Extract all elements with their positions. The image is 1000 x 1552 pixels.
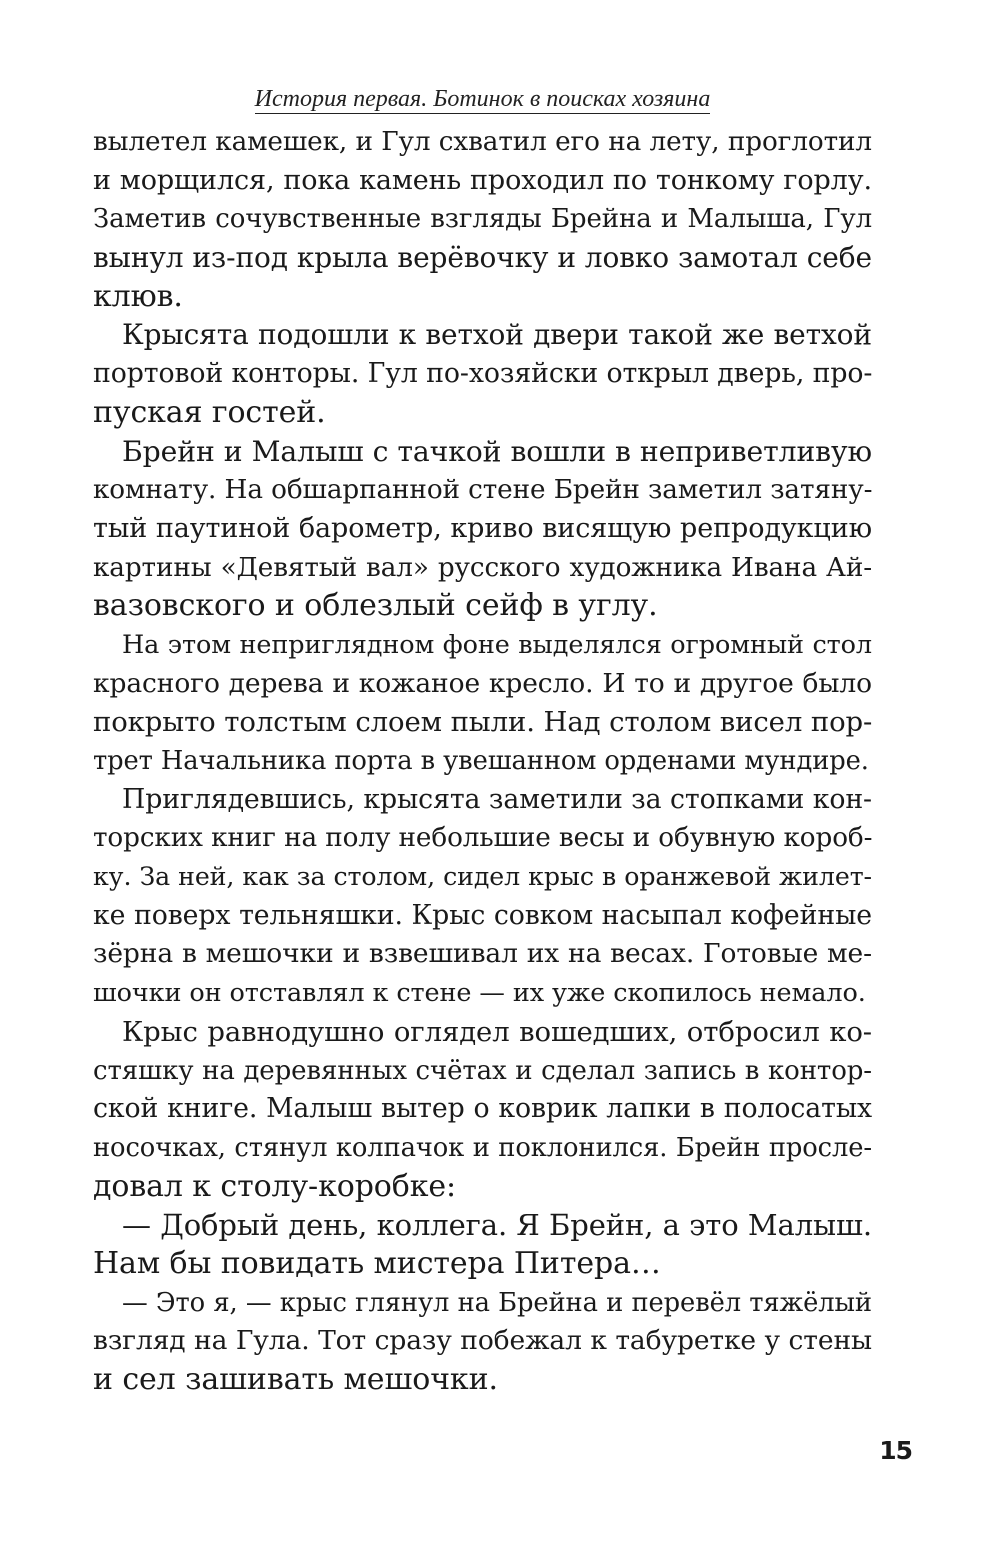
text-line: пуская гостей. xyxy=(93,394,326,430)
page-number: 15 xyxy=(879,1436,912,1465)
text-line: На этом неприглядном фоне выделялся огромный стол xyxy=(122,629,872,660)
running-head xyxy=(93,84,872,114)
text-line: шочки он отставлял к стене — их уже скопилось немало. xyxy=(93,978,866,1009)
text-line: Нам бы повидать мистера Питера… xyxy=(93,1245,661,1281)
text-line: портовой конторы. Гул по-хозяйски открыл дверь, про- xyxy=(93,358,873,390)
text-line: — Это я, — крыс глянул на Брейна и перевёл тяжёлый xyxy=(122,1287,872,1318)
text-line: и морщился, пока камень проходил по тонкому горлу. xyxy=(93,164,872,196)
text-line: Приглядевшись, крысята заметили за стопками кон- xyxy=(122,783,872,815)
text-line: довал к столу-коробке: xyxy=(93,1168,457,1204)
text-line: стяшку на деревянных счётах и сделал запись в контор- xyxy=(93,1055,872,1086)
text-line: — Добрый день, коллега. Я Брейн, а это Малыш. xyxy=(122,1208,872,1243)
text-line: покрыто толстым слоем пыли. Над столом висел пор- xyxy=(93,706,873,739)
text-line: комнату. На обшарпанной стене Брейн заметил затяну- xyxy=(93,475,873,506)
text-line: и сел зашивать мешочки. xyxy=(93,1362,498,1397)
text-line: Брейн и Малыш с тачкой вошли в неприветливую xyxy=(122,434,872,468)
text-line: вазовского и облезлый сейф в углу. xyxy=(93,588,658,624)
text-line: тый паутиной барометр, криво висящую репродукцию xyxy=(93,512,872,544)
text-line: картины «Девятый вал» русского художника Ивана Ай- xyxy=(93,552,872,583)
text-line: торских книг на полу небольшие весы и обувную короб- xyxy=(93,823,873,854)
text-line: взгляд на Гула. Тот сразу побежал к табуретке у стены xyxy=(93,1325,872,1357)
text-line: зёрна в мешочки и взвешивал их на весах. Готовые ме- xyxy=(93,938,872,970)
text-line: Заметив сочувственные взгляды Брейна и Малыша, Гул xyxy=(93,204,872,235)
text-line: трет Начальника порта в увешанном орденами мундире. xyxy=(93,746,869,776)
text-line: клюв. xyxy=(93,278,183,314)
text-line: Крысята подошли к ветхой двери такой же ветхой xyxy=(122,318,872,352)
text-line: ке поверх тельняшки. Крыс совком насыпал кофейные xyxy=(93,899,872,931)
body-text xyxy=(93,123,872,1400)
text-line: красного дерева и кожаное кресло. И то и другое было xyxy=(93,667,872,699)
running-head-text: История первая. Ботинок в поисках хозяина xyxy=(254,86,711,112)
text-line: ку. За ней, как за столом, сидел крыс в оранжевой жилет- xyxy=(93,862,872,892)
text-line: вылетел камешек, и Гул схватил его на лету, проглотил xyxy=(93,127,872,157)
text-line: носочках, стянул колпачок и поклонился. Брейн просле- xyxy=(93,1132,872,1163)
text-line: Крыс равнодушно оглядел вошедших, отбросил ко- xyxy=(122,1015,872,1048)
text-line: ской книге. Малыш вытер о коврик лапки в полосатых xyxy=(93,1093,872,1125)
text-line: вынул из-под крыла верёвочку и ловко замотал себе xyxy=(93,241,872,275)
